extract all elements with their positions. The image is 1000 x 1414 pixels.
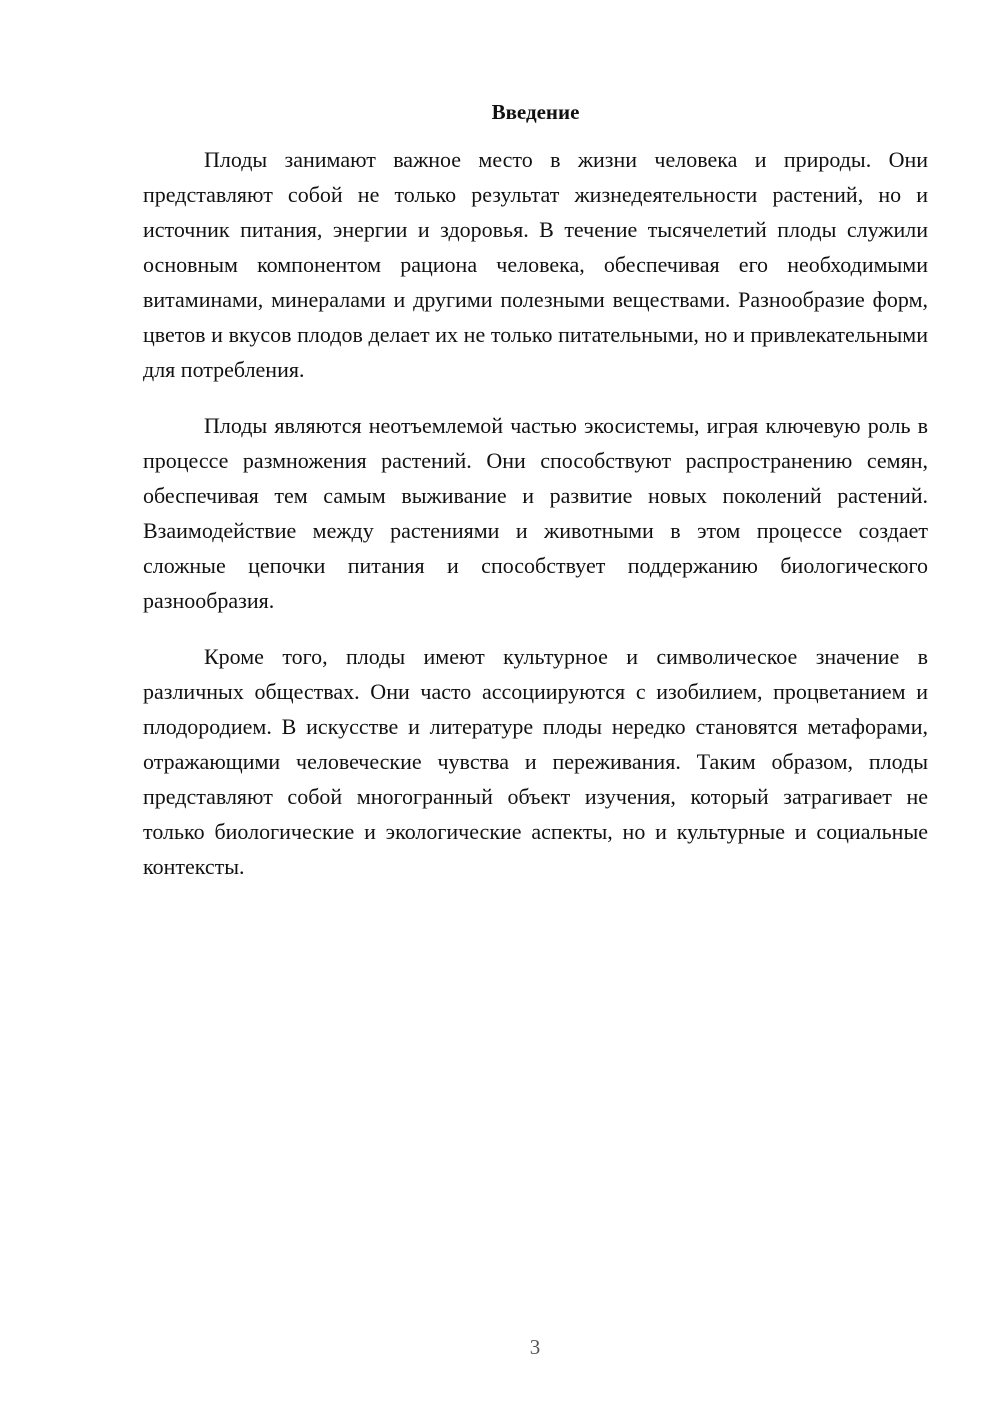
body-text [143, 142, 928, 905]
paragraph-1: Плоды занимают важное место в жизни человека и природы. Они представляют собой не только результат жизнедеятельности растений, но и источник питания, энергии и здоровья. В течение тысячелетий плоды служили основным компонентом рациона человека, обеспечивая его необходимыми витаминами, минералами и другими полезными веществами. Разнообразие форм, цветов и вкусов плодов делает их не только питательными, но и привлекательными для потребления. [143, 147, 928, 382]
page-number: 3 [529, 1335, 541, 1359]
paragraph-3: Кроме того, плоды имеют культурное и символическое значение в различных обществах. Они часто ассоциируются с изобилием, процветанием и плодородием. В искусстве и литературе плоды нередко становятся метафорами, отражающими человеческие чувства и переживания. Таким образом, плоды представляют собой многогранный объект изучения, который затрагивает не только биологические и экологические аспекты, но и культурные и социальные контексты. [143, 644, 928, 879]
section-title: Введение [491, 100, 580, 124]
paragraph-2: Плоды являются неотъемлемой частью экосистемы, играя ключевую роль в процессе размножения растений. Они способствуют распространению семян, обеспечивая тем самым выживание и развитие новых поколений растений. Взаимодействие между растениями и животными в этом процессе создает сложные цепочки питания и способствует поддержанию биологического разнообразия. [143, 413, 928, 613]
